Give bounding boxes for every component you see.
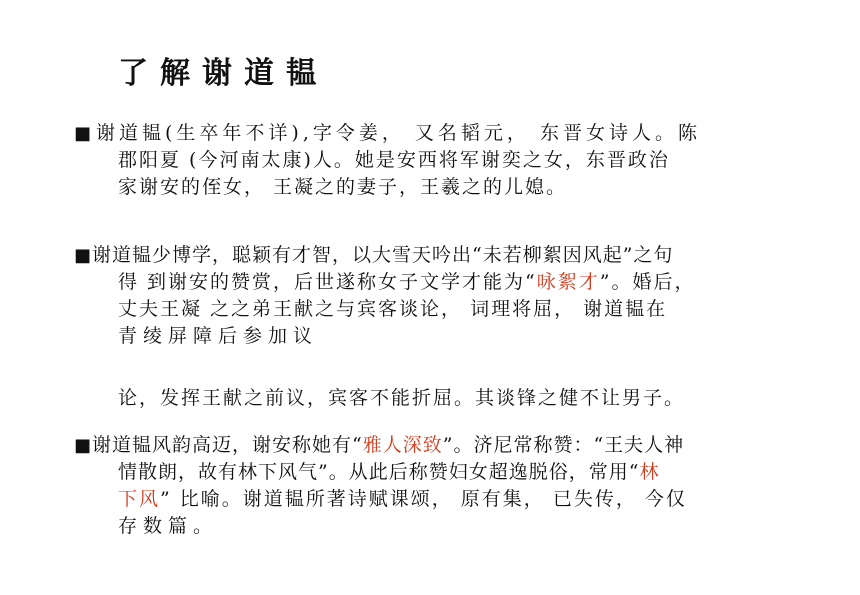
bullet-square-icon: ■ bbox=[74, 123, 96, 144]
text-run: 得 到谢安的赞赏，后世遂称女子文学才能为“ bbox=[118, 271, 537, 293]
text-run: ” 比喻。谢道韫所著诗赋课颂， 原有集， 已失传， 今仅 bbox=[160, 488, 687, 510]
paragraph-1-line-3: 家谢安的侄女， 王凝之的妻子，王羲之的儿媳。 bbox=[118, 176, 568, 198]
text-run: 谢道韫风韵高迈，谢安称她有“ bbox=[92, 434, 363, 456]
paragraph-4-line-1 bbox=[74, 432, 804, 459]
highlight-term: 林 bbox=[639, 461, 660, 483]
text-run: ”。婚后， bbox=[599, 271, 696, 293]
paragraph-2-line-4: 青绫屏障后参加议 bbox=[118, 325, 319, 347]
paragraph-1-line-1 bbox=[74, 120, 804, 147]
paragraph-4-line-4: 存数篇。 bbox=[118, 515, 219, 537]
paragraph-3-line-1: 论，发挥王献之前议，宾客不能折屈。其谈锋之健不让男子。 bbox=[118, 387, 686, 409]
highlight-term: 咏絮才 bbox=[536, 271, 600, 293]
text-run: 谢道韫少博学，聪颖有才智，以大雪天吟出“未若柳絮因风起”之句 bbox=[92, 244, 674, 266]
paragraph-1-line-2: 郡阳夏 (今河南太康)人。她是安西将军谢奕之女，东晋政治 bbox=[118, 149, 670, 171]
paragraph-2-line-3: 丈夫王凝 之之弟王献之与宾客谈论， 词理将屈， 谢道韫在 bbox=[118, 298, 668, 320]
paragraph-2 bbox=[74, 242, 804, 350]
paragraph-3 bbox=[74, 385, 804, 412]
page-title: 了解谢道韫 bbox=[118, 56, 328, 91]
paragraph-4-line-3 bbox=[74, 486, 804, 513]
highlight-term: 下风 bbox=[118, 488, 161, 510]
paragraph-1 bbox=[74, 120, 804, 201]
highlight-term: 雅人深致 bbox=[362, 434, 443, 456]
paragraph-4 bbox=[74, 432, 804, 540]
bullet-square-icon: ■ bbox=[74, 435, 93, 456]
paragraph-2-line-1 bbox=[74, 242, 804, 269]
text-run: 情散朗，故有林下风气”。从此后称赞妇女超逸脱俗，常用“ bbox=[118, 461, 640, 483]
paragraph-2-line-2 bbox=[74, 269, 804, 296]
text-run: 谢道韫(生卒年不详),字令姜， 又名韬元， 东晋女诗人。陈 bbox=[96, 122, 701, 144]
paragraph-4-line-2 bbox=[74, 459, 804, 486]
bullet-square-icon: ■ bbox=[74, 245, 93, 266]
text-run: ”。济尼常称赞：“王夫人神 bbox=[442, 434, 685, 456]
